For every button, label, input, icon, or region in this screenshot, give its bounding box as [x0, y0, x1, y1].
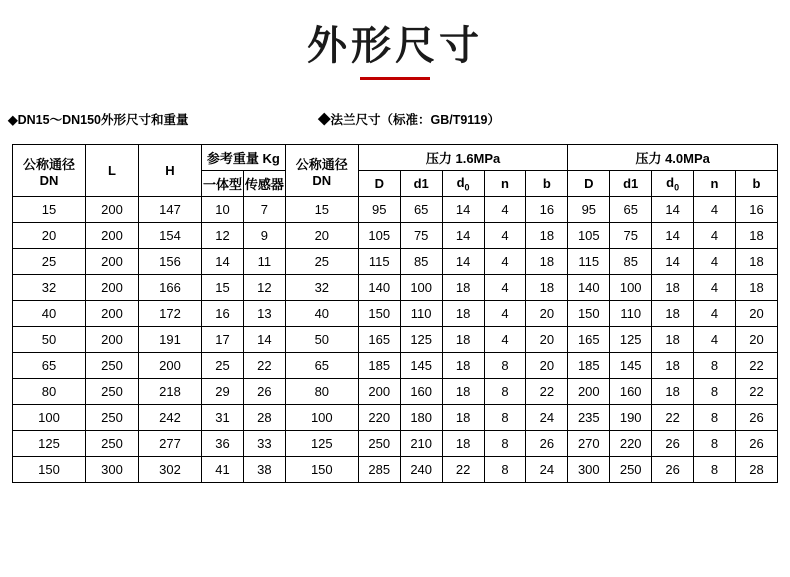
- cell-weight-integrated: 12: [202, 223, 244, 249]
- cell-weight-integrated: 31: [202, 405, 244, 431]
- header-row-1: [13, 145, 778, 171]
- cell-dn: 65: [13, 353, 86, 379]
- table-row: [13, 249, 778, 275]
- cell-p40-d1: 65: [610, 197, 652, 223]
- cell-dn: 50: [13, 327, 86, 353]
- cell-p16-n: 8: [484, 431, 526, 457]
- cell-h: 218: [139, 379, 202, 405]
- cell-p16-d: 95: [358, 197, 400, 223]
- cell-l: 200: [86, 301, 139, 327]
- cell-dn: 150: [13, 457, 86, 483]
- cell-dn: 125: [13, 431, 86, 457]
- cell-p40-d1: 190: [610, 405, 652, 431]
- cell-h: 191: [139, 327, 202, 353]
- cell-p40-d0: 22: [652, 405, 694, 431]
- cell-p40-d0: 14: [652, 197, 694, 223]
- cell-l: 200: [86, 275, 139, 301]
- cell-p40-b: 28: [735, 457, 777, 483]
- cell-p40-d1: 160: [610, 379, 652, 405]
- cell-weight-sensor: 9: [243, 223, 285, 249]
- cell-p40-d1: 145: [610, 353, 652, 379]
- cell-weight-integrated: 10: [202, 197, 244, 223]
- cell-p40-d0: 18: [652, 379, 694, 405]
- cell-dn2: 25: [285, 249, 358, 275]
- table-row: [13, 223, 778, 249]
- cell-p16-d: 200: [358, 379, 400, 405]
- cell-h: 156: [139, 249, 202, 275]
- cell-p40-d0: 18: [652, 353, 694, 379]
- cell-h: 302: [139, 457, 202, 483]
- cell-p40-n: 4: [694, 223, 736, 249]
- cell-p16-n: 4: [484, 275, 526, 301]
- cell-p16-d1: 65: [400, 197, 442, 223]
- cell-l: 250: [86, 353, 139, 379]
- cell-p40-d: 185: [568, 353, 610, 379]
- page-title: 外形尺寸: [307, 23, 483, 68]
- cell-p40-d1: 110: [610, 301, 652, 327]
- cell-dn: 25: [13, 249, 86, 275]
- cell-h: 242: [139, 405, 202, 431]
- table-row: [13, 353, 778, 379]
- cell-p16-b: 16: [526, 197, 568, 223]
- cell-weight-sensor: 7: [243, 197, 285, 223]
- cell-dn: 100: [13, 405, 86, 431]
- cell-p16-d: 220: [358, 405, 400, 431]
- cell-p16-b: 18: [526, 223, 568, 249]
- cell-p16-n: 4: [484, 249, 526, 275]
- cell-weight-sensor: 13: [243, 301, 285, 327]
- cell-dn: 20: [13, 223, 86, 249]
- cell-p16-d: 115: [358, 249, 400, 275]
- cell-p40-n: 4: [694, 327, 736, 353]
- table-row: [13, 379, 778, 405]
- cell-p40-d1: 220: [610, 431, 652, 457]
- cell-p16-d0: 22: [442, 457, 484, 483]
- cell-weight-sensor: 33: [243, 431, 285, 457]
- cell-h: 172: [139, 301, 202, 327]
- cell-p40-d: 200: [568, 379, 610, 405]
- cell-p40-b: 18: [735, 223, 777, 249]
- cell-weight-integrated: 36: [202, 431, 244, 457]
- cell-p16-d1: 180: [400, 405, 442, 431]
- cell-p40-d0: 14: [652, 223, 694, 249]
- cell-p16-n: 8: [484, 379, 526, 405]
- cell-p40-d1: 125: [610, 327, 652, 353]
- cell-weight-integrated: 25: [202, 353, 244, 379]
- cell-weight-sensor: 11: [243, 249, 285, 275]
- header-pressure-40: 压力 4.0MPa: [568, 145, 778, 171]
- cell-l: 250: [86, 405, 139, 431]
- header-p16-d: D: [358, 171, 400, 197]
- cell-p16-n: 4: [484, 223, 526, 249]
- header-dn2-line2: DN: [312, 172, 332, 188]
- cell-p40-d: 150: [568, 301, 610, 327]
- cell-p40-d: 300: [568, 457, 610, 483]
- cell-dn: 15: [13, 197, 86, 223]
- cell-dn2: 50: [285, 327, 358, 353]
- table-row: [13, 431, 778, 457]
- cell-p40-n: 4: [694, 249, 736, 275]
- cell-p40-d0: 26: [652, 457, 694, 483]
- cell-dn2: 100: [285, 405, 358, 431]
- header-h: H: [139, 145, 202, 197]
- header-pressure-16: 压力 1.6MPa: [358, 145, 568, 171]
- cell-p16-d1: 75: [400, 223, 442, 249]
- cell-p16-d: 105: [358, 223, 400, 249]
- header-p40-d1: d1: [610, 171, 652, 197]
- cell-p40-d: 235: [568, 405, 610, 431]
- cell-p16-d0: 18: [442, 405, 484, 431]
- header-weight-sensor: 传感器: [243, 171, 285, 197]
- cell-dn2: 80: [285, 379, 358, 405]
- cell-p16-d1: 145: [400, 353, 442, 379]
- cell-weight-sensor: 12: [243, 275, 285, 301]
- cell-l: 250: [86, 379, 139, 405]
- cell-p40-b: 26: [735, 431, 777, 457]
- cell-l: 250: [86, 431, 139, 457]
- table-row: [13, 275, 778, 301]
- cell-l: 200: [86, 249, 139, 275]
- header-p16-d0: [442, 171, 484, 197]
- cell-h: 277: [139, 431, 202, 457]
- header-p16-d1: d1: [400, 171, 442, 197]
- cell-p16-b: 20: [526, 301, 568, 327]
- cell-p40-d0: 18: [652, 327, 694, 353]
- cell-weight-integrated: 16: [202, 301, 244, 327]
- cell-h: 200: [139, 353, 202, 379]
- cell-p40-d1: 100: [610, 275, 652, 301]
- cell-p40-d: 105: [568, 223, 610, 249]
- header-p16-b: b: [526, 171, 568, 197]
- header-p40-d: D: [568, 171, 610, 197]
- table-row: [13, 405, 778, 431]
- cell-p16-d1: 210: [400, 431, 442, 457]
- cell-p40-d: 115: [568, 249, 610, 275]
- table-header: [13, 145, 778, 197]
- captions-row: [0, 110, 790, 132]
- header-dn2-line1: 公称通径: [295, 156, 348, 172]
- cell-weight-sensor: 14: [243, 327, 285, 353]
- header-dn-line1: 公称通径: [22, 156, 75, 172]
- cell-p40-n: 8: [694, 457, 736, 483]
- cell-h: 147: [139, 197, 202, 223]
- cell-p40-n: 4: [694, 275, 736, 301]
- cell-l: 300: [86, 457, 139, 483]
- cell-p40-d0: 18: [652, 275, 694, 301]
- cell-p40-b: 20: [735, 301, 777, 327]
- cell-p16-d1: 85: [400, 249, 442, 275]
- header-p40-d0-sub: 0: [674, 182, 680, 193]
- cell-p40-d: 270: [568, 431, 610, 457]
- cell-p40-d: 95: [568, 197, 610, 223]
- cell-h: 166: [139, 275, 202, 301]
- header-weight-group: 参考重量 Kg: [202, 145, 286, 171]
- cell-p40-d1: 75: [610, 223, 652, 249]
- cell-p40-d0: 18: [652, 301, 694, 327]
- header-p40-b: b: [735, 171, 777, 197]
- table-row: [13, 457, 778, 483]
- cell-dn2: 32: [285, 275, 358, 301]
- cell-p40-n: 8: [694, 353, 736, 379]
- cell-p40-n: 8: [694, 405, 736, 431]
- cell-p16-b: 20: [526, 327, 568, 353]
- cell-p40-d1: 250: [610, 457, 652, 483]
- dimensions-table: [12, 144, 778, 483]
- cell-p16-n: 4: [484, 301, 526, 327]
- cell-p16-d1: 110: [400, 301, 442, 327]
- cell-p16-n: 8: [484, 353, 526, 379]
- header-p16-d0-sub: 0: [464, 182, 470, 193]
- table-row: [13, 301, 778, 327]
- cell-weight-integrated: 17: [202, 327, 244, 353]
- cell-dn2: 150: [285, 457, 358, 483]
- cell-p16-b: 24: [526, 405, 568, 431]
- cell-p40-b: 18: [735, 249, 777, 275]
- cell-p40-b: 22: [735, 353, 777, 379]
- cell-p40-b: 22: [735, 379, 777, 405]
- cell-p16-d0: 18: [442, 327, 484, 353]
- cell-p40-n: 4: [694, 197, 736, 223]
- cell-p40-b: 20: [735, 327, 777, 353]
- cell-p16-d0: 14: [442, 249, 484, 275]
- cell-p16-b: 18: [526, 275, 568, 301]
- cell-p40-d0: 14: [652, 249, 694, 275]
- header-l: L: [86, 145, 139, 197]
- header-p16-d0-main: d: [456, 174, 465, 190]
- cell-dn: 40: [13, 301, 86, 327]
- cell-p16-d0: 18: [442, 379, 484, 405]
- cell-dn2: 125: [285, 431, 358, 457]
- cell-p16-b: 18: [526, 249, 568, 275]
- title-underline: [360, 77, 430, 80]
- cell-p16-d0: 14: [442, 223, 484, 249]
- table-body: [13, 197, 778, 483]
- cell-p16-d: 165: [358, 327, 400, 353]
- cell-p16-d: 140: [358, 275, 400, 301]
- cell-p16-d: 185: [358, 353, 400, 379]
- cell-p40-b: 26: [735, 405, 777, 431]
- cell-p40-b: 18: [735, 275, 777, 301]
- cell-h: 154: [139, 223, 202, 249]
- caption-dimensions: ◆DN15～DN150外形尺寸和重量: [8, 113, 189, 127]
- cell-p16-n: 4: [484, 327, 526, 353]
- cell-weight-sensor: 28: [243, 405, 285, 431]
- cell-p40-n: 4: [694, 301, 736, 327]
- header-weight-integrated: 一体型: [202, 171, 244, 197]
- cell-p40-d0: 26: [652, 431, 694, 457]
- cell-p16-d0: 14: [442, 197, 484, 223]
- cell-p40-d: 165: [568, 327, 610, 353]
- cell-p40-n: 8: [694, 431, 736, 457]
- cell-p16-n: 8: [484, 405, 526, 431]
- cell-weight-sensor: 38: [243, 457, 285, 483]
- cell-dn2: 65: [285, 353, 358, 379]
- header-p40-n: n: [694, 171, 736, 197]
- cell-p40-d: 140: [568, 275, 610, 301]
- cell-dn2: 15: [285, 197, 358, 223]
- caption-flange: ◆法兰尺寸（标准：GB/T9119）: [318, 113, 500, 127]
- cell-weight-integrated: 29: [202, 379, 244, 405]
- cell-p16-d1: 100: [400, 275, 442, 301]
- cell-p16-b: 24: [526, 457, 568, 483]
- cell-dn2: 20: [285, 223, 358, 249]
- cell-p16-d: 250: [358, 431, 400, 457]
- cell-l: 200: [86, 197, 139, 223]
- cell-p16-d0: 18: [442, 431, 484, 457]
- cell-p16-d: 150: [358, 301, 400, 327]
- cell-weight-integrated: 15: [202, 275, 244, 301]
- cell-l: 200: [86, 223, 139, 249]
- cell-weight-integrated: 41: [202, 457, 244, 483]
- cell-dn: 80: [13, 379, 86, 405]
- cell-p16-b: 22: [526, 379, 568, 405]
- cell-p16-n: 8: [484, 457, 526, 483]
- header-p40-d0-main: d: [666, 174, 675, 190]
- cell-dn: 32: [13, 275, 86, 301]
- cell-l: 200: [86, 327, 139, 353]
- header-dn2: [285, 145, 358, 197]
- header-p16-n: n: [484, 171, 526, 197]
- cell-p16-d0: 18: [442, 275, 484, 301]
- header-dn-line2: DN: [39, 172, 59, 188]
- cell-p40-d1: 85: [610, 249, 652, 275]
- cell-p16-d1: 160: [400, 379, 442, 405]
- header-dn: [13, 145, 86, 197]
- cell-p16-d0: 18: [442, 353, 484, 379]
- cell-weight-sensor: 26: [243, 379, 285, 405]
- cell-p16-b: 26: [526, 431, 568, 457]
- cell-p16-d: 285: [358, 457, 400, 483]
- table-row: [13, 197, 778, 223]
- cell-p40-b: 16: [735, 197, 777, 223]
- cell-p16-d0: 18: [442, 301, 484, 327]
- cell-p40-n: 8: [694, 379, 736, 405]
- table-row: [13, 327, 778, 353]
- cell-weight-sensor: 22: [243, 353, 285, 379]
- cell-p16-n: 4: [484, 197, 526, 223]
- cell-dn2: 40: [285, 301, 358, 327]
- header-p40-d0: [652, 171, 694, 197]
- cell-p16-b: 20: [526, 353, 568, 379]
- cell-p16-d1: 125: [400, 327, 442, 353]
- cell-weight-integrated: 14: [202, 249, 244, 275]
- cell-p16-d1: 240: [400, 457, 442, 483]
